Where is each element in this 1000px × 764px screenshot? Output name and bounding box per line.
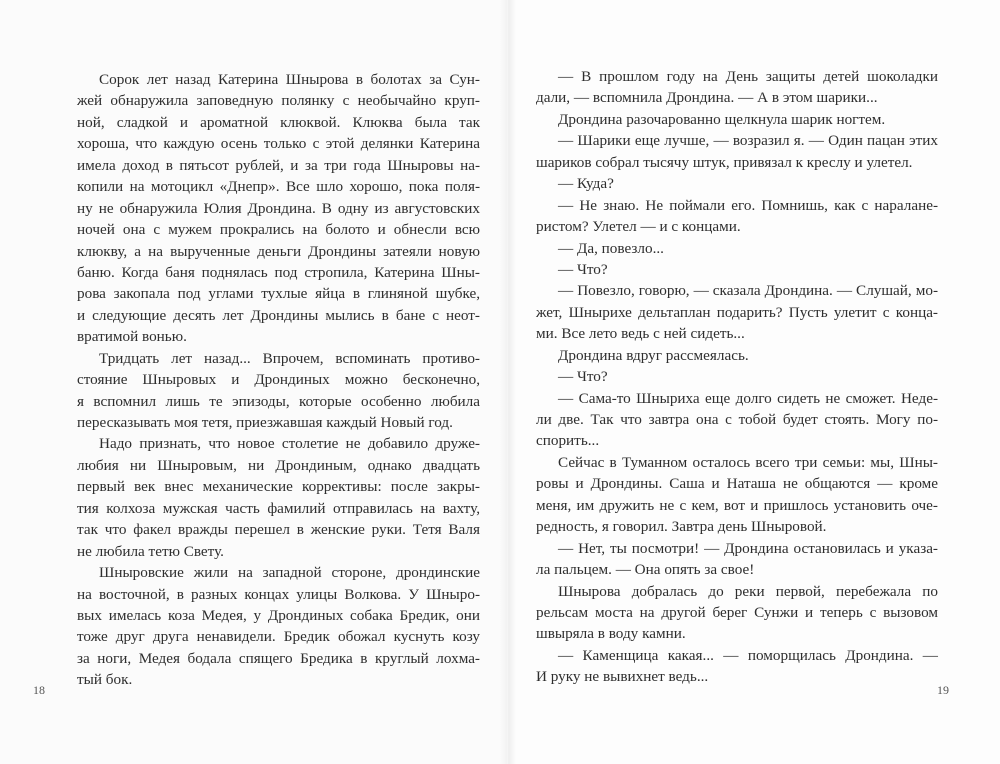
text-line: я вспомнил лишь те эпизоды, которые особенно любила xyxy=(77,392,480,410)
text-line: спорить... xyxy=(536,432,600,450)
text-line: — Повезло, говорю, — сказала Дрондина. — Слушай, мо- xyxy=(558,282,938,300)
text-line: меня, им дружить не с кем, вот и пришлось установить оче- xyxy=(536,496,938,514)
text-line: Сорок лет назад Катерина Шнырова в болотах за Сун- xyxy=(99,71,480,88)
text-line: тый бок. xyxy=(77,671,133,689)
page-number-right: 19 xyxy=(937,683,949,697)
text-line: первый век внес механические коррективы: после закры- xyxy=(77,478,480,496)
text-line: И руку не вывихнет ведь... xyxy=(536,668,709,686)
text-line: тоже друг друга ненавидели. Бредик обожал куснуть козу xyxy=(77,628,480,646)
text-line: дали, — вспомнила Дрондина. — А в этом шарики... xyxy=(536,89,878,107)
text-line: — В прошлом году на День защиты детей шоколадки xyxy=(558,68,938,85)
text-line: ми. Все лето ведь с ней сидеть... xyxy=(536,325,745,343)
text-line: — Сама-то Шныриха еще долго сидеть не сможет. Неде- xyxy=(558,389,938,407)
text-line: ровы и Дрондины. Саша и Наташа не общаются — кроме xyxy=(536,475,938,493)
text-line: швыряла в воду камни. xyxy=(536,625,686,643)
text-line: Шнырова добралась до реки первой, перебежала по xyxy=(558,582,938,600)
text-line: — Каменщица какая... — поморщилась Дрондина. — xyxy=(558,646,938,664)
text-line: вратимой вонью. xyxy=(77,328,187,346)
text-line: рова закопала под углами тухлые яйца в глиняной шубке, xyxy=(77,285,480,303)
text-line: Дрондина вдруг рассмеялась. xyxy=(558,346,749,364)
text-line: — Что? xyxy=(558,368,608,386)
text-line: Надо признать, что новое столетие не добавило друже- xyxy=(99,435,480,453)
text-line: — Что? xyxy=(558,260,608,278)
text-line: ли две. Так что завтра она с тобой будет стоять. Могу по- xyxy=(536,411,938,428)
left-page-text xyxy=(77,69,480,691)
text-line: хороша, что каждую осень только с этой делянки Катерина xyxy=(77,135,480,153)
text-line: — Нет, ты посмотри! — Дрондина остановилась и указа- xyxy=(558,539,938,557)
text-line: — Куда? xyxy=(558,175,614,193)
text-line: Тридцать лет назад... Впрочем, вспоминать противо- xyxy=(99,349,480,367)
text-line: копили на мотоцикл «Днепр». Все шло хорошо, пока поля- xyxy=(77,178,480,196)
text-line: рельсам моста на другой берег Сунжи и теперь с вызовом xyxy=(536,603,938,621)
text-line: шариков собрал тысячу штук, привязал к креслу и улетел. xyxy=(536,153,913,171)
text-line: ла пальцем. — Она опять за свое! xyxy=(536,561,755,579)
page-number-left: 18 xyxy=(33,683,45,697)
text-line: — Шарики еще лучше, — возразил я. — Один пацан этих xyxy=(558,132,938,150)
text-line: — Да, повезло... xyxy=(558,239,664,257)
text-line: ристом? Улетел — и с концами. xyxy=(536,218,741,236)
text-line: Шныровские жили на западной стороне, дрондинские xyxy=(99,564,480,582)
text-line: стояние Шныровых и Дрондиных можно бесконечно, xyxy=(77,371,480,389)
text-line: — Не знаю. Не поймали его. Помнишь, как с наралане- xyxy=(558,196,938,214)
text-line: клюкву, а на вырученные деньги Дрондины затеяли новую xyxy=(77,242,480,260)
text-line: жет, Шнырихе дельтаплан подарить? Пусть улетит с конца- xyxy=(536,303,938,321)
text-line: на восточной, в разных концах улицы Волкова. У Шныро- xyxy=(77,585,480,603)
text-line: ной, сладкой и ароматной клюквой. Клюква была так xyxy=(77,113,480,131)
right-page-text xyxy=(536,66,938,688)
text-line: так что факел вражды перешел в женские руки. Тетя Валя xyxy=(77,521,480,539)
text-line: любия ни Шныровым, ни Дрондиным, однако двадцать xyxy=(77,456,480,474)
text-line: Дрондина разочарованно щелкнула шарик ногтем. xyxy=(558,110,886,128)
book-gutter xyxy=(500,0,516,764)
text-line: Сейчас в Туманном осталось всего три семьи: мы, Шны- xyxy=(558,453,938,471)
text-line: вых имелась коза Медея, у Дрондиных собака Бредик, они xyxy=(77,606,480,624)
right-page xyxy=(508,0,1000,764)
text-line: не любила тетю Свету. xyxy=(77,542,224,560)
text-line: ночей она с мужем прокрались на болото и обнесли всю xyxy=(77,221,480,239)
text-line: редность, я говорил. Завтра день Шныровой. xyxy=(536,518,827,536)
text-line: жей обнаружила заповедную полянку с необычайно круп- xyxy=(77,92,480,110)
text-line: ну не обнаружила Юлия Дрондина. В одну из августовских xyxy=(77,199,480,217)
text-line: тия колхоза мужская часть фамилий отправилась на вахту, xyxy=(77,499,480,517)
text-line: за ноги, Медея бодала спящего Бредика в круглый лохма- xyxy=(77,649,480,667)
text-line: и следующие десять лет Дрондины мылись в бане с неот- xyxy=(77,306,480,324)
text-line: баню. Когда баня поднялась под стропила, Катерина Шны- xyxy=(77,263,480,281)
text-line: имела доход в пятьсот рублей, и за три года Шныровы на- xyxy=(77,156,480,174)
text-line: пересказывать моя тетя, приезжавшая каждый Новый год. xyxy=(77,414,453,431)
